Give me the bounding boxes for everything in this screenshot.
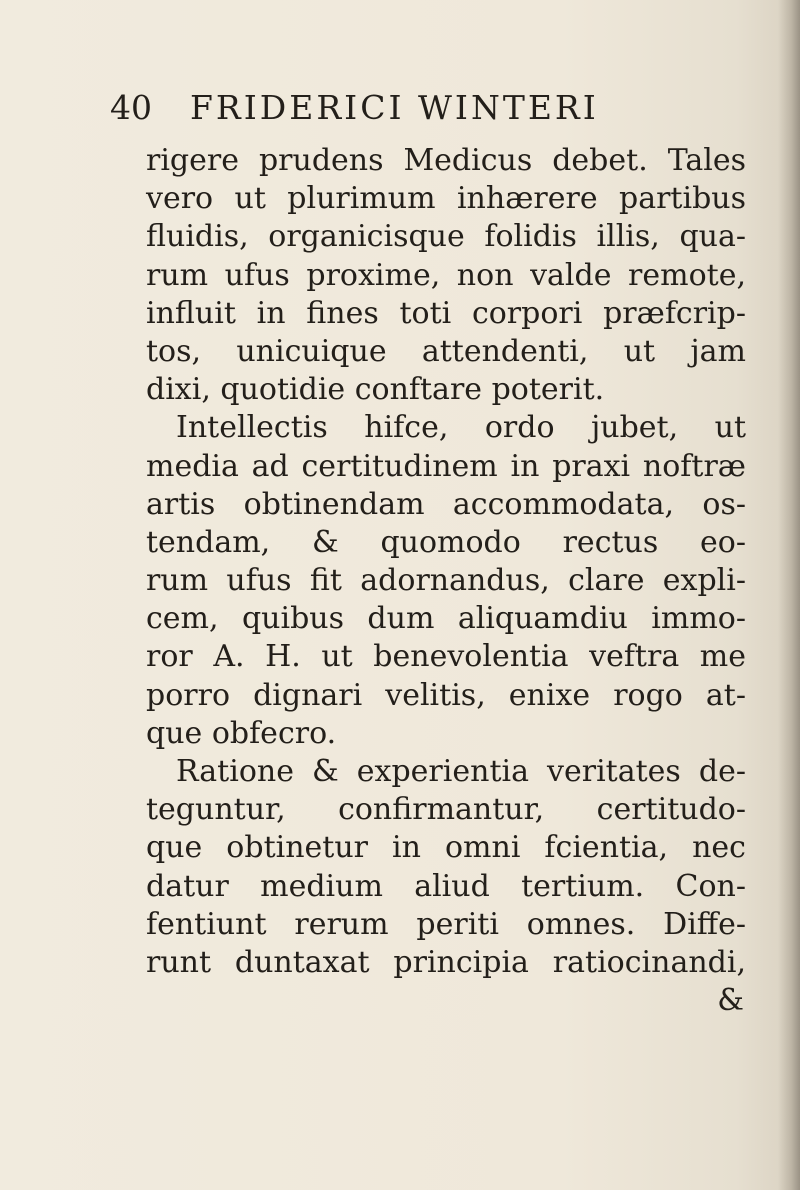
catchword: & <box>717 983 744 1019</box>
page-header <box>110 86 710 130</box>
text-line: rum ufus proxime, non valde remote, <box>146 257 746 293</box>
text-line: ror A. H. ut benevolentia veftra me <box>146 639 746 675</box>
text-line: fentiunt rerum periti omnes. Diffe- <box>146 906 746 942</box>
text-line: media ad certitudinem in praxi noftræ <box>146 448 746 484</box>
text-line: cem, quibus dum aliquamdiu immo- <box>146 601 746 637</box>
paragraph-start-line: Ratione & experientia veritates de- <box>176 754 746 789</box>
text-line: runt duntaxat principia ratiocinandi, <box>146 944 746 980</box>
text-line: porro dignari velitis, enixe rogo at- <box>146 677 746 713</box>
paragraph-start-line: Intellectis hifce, ordo jubet, ut <box>176 410 746 446</box>
text-line: dixi, quotidie conftare poterit. <box>146 372 605 408</box>
text-line: que obtinetur in omni fcientia, nec <box>146 830 746 866</box>
page-edge-shadow <box>778 0 800 1190</box>
text-line: rigere prudens Medicus debet. Tales <box>146 143 746 178</box>
body-text <box>146 142 746 1020</box>
text-line: datur medium aliud tertium. Con- <box>146 868 746 904</box>
text-line: fluidis, organicisque folidis illis, qua- <box>146 219 746 255</box>
text-line: vero ut plurimum inhærere partibus <box>146 181 746 217</box>
text-line: tos, unicuique attendenti, ut jam <box>146 333 746 369</box>
text-line: rum ufus fit adornandus, clare expli- <box>146 563 746 599</box>
running-head: FRIDERICI WINTERI <box>190 88 599 127</box>
text-line: que obfecro. <box>146 715 337 751</box>
text-line: artis obtinendam accommodata, os- <box>146 486 746 522</box>
text-line: tendam, & quomodo rectus eo- <box>146 524 746 560</box>
text-line: influit in fines toti corpori præfcrip- <box>146 295 746 331</box>
page-number: 40 <box>110 88 152 127</box>
text-line: teguntur, confirmantur, certitudo- <box>146 792 746 828</box>
